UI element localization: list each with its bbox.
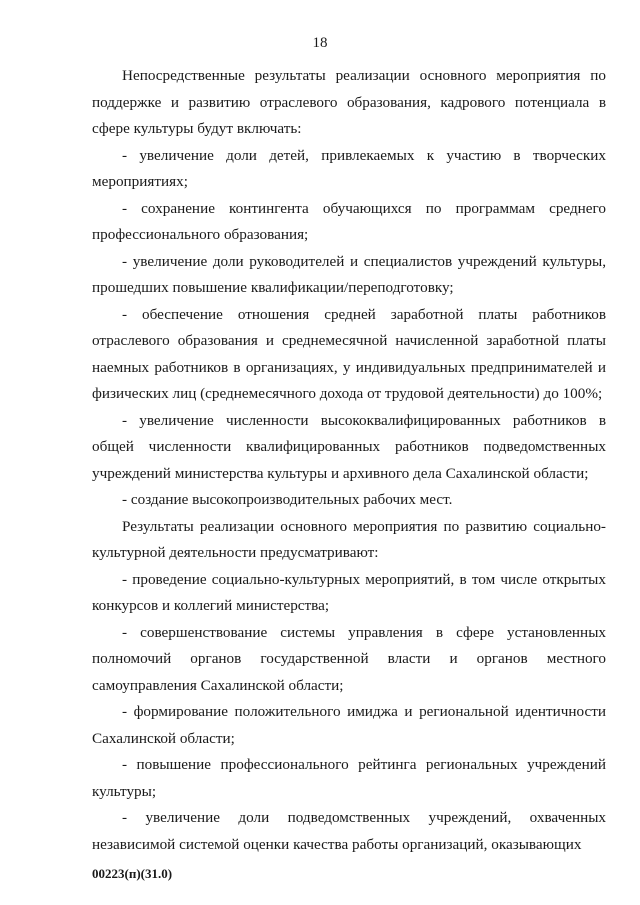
paragraph-bullet-events: - проведение социально-культурных мероприятий, в том числе открытых конкурсов и коллегий министерства; — [92, 570, 606, 614]
paragraph-bullet-children: - увеличение доли детей, привлекаемых к участию в творческих мероприятиях; — [92, 146, 606, 190]
paragraph-bullet-jobs: - создание высокопроизводительных рабочих мест. — [122, 491, 453, 508]
paragraph-bullet-salary: - обеспечение отношения средней заработной платы работников отраслевого образования и среднемесячной начисленной заработной платы наемных работников в организациях, у индивидуальных предпринимателей и физических лиц (среднемесячного дохода от трудовой деятельности) до 100%; — [92, 305, 606, 402]
page-number: 18 — [312, 35, 328, 51]
paragraph-bullet-qualification: - увеличение доли руководителей и специалистов учреждений культуры, прошедших повышение квалификации/переподготовку; — [92, 252, 606, 296]
paragraph-intro-social-cultural: Результаты реализации основного мероприятия по развитию социально-культурной деятельности предусматривают: — [92, 517, 606, 561]
paragraph-bullet-students: - сохранение контингента обучающихся по программам среднего профессионального образования; — [92, 199, 606, 243]
document-body — [92, 63, 606, 858]
paragraph-bullet-assessment: - увеличение доли подведомственных учреждений, охваченных независимой системой оценки качества работы организаций, оказывающих — [92, 809, 606, 853]
paragraph-bullet-image: - формирование положительного имиджа и региональной идентичности Сахалинской области; — [92, 703, 606, 747]
paragraph-bullet-qualified-workers: - увеличение численности высококвалифицированных работников в общей численности квалифицированных работников подведомственных учреждений министерства культуры и архивного дела Сахалинской области; — [92, 411, 606, 482]
document-code: 00223(п)(31.0) — [92, 866, 173, 881]
paragraph-bullet-rating: - повышение профессионального рейтинга региональных учреждений культуры; — [92, 756, 606, 800]
paragraph-intro-education: Непосредственные результаты реализации основного мероприятия по поддержке и развитию отраслевого образования, кадрового потенциала в сфере культуры будут включать: — [92, 67, 606, 137]
paragraph-bullet-governance: - совершенствование системы управления в сфере установленных полномочий органов государственной власти и органов местного самоуправления Сахалинской области; — [92, 623, 606, 694]
